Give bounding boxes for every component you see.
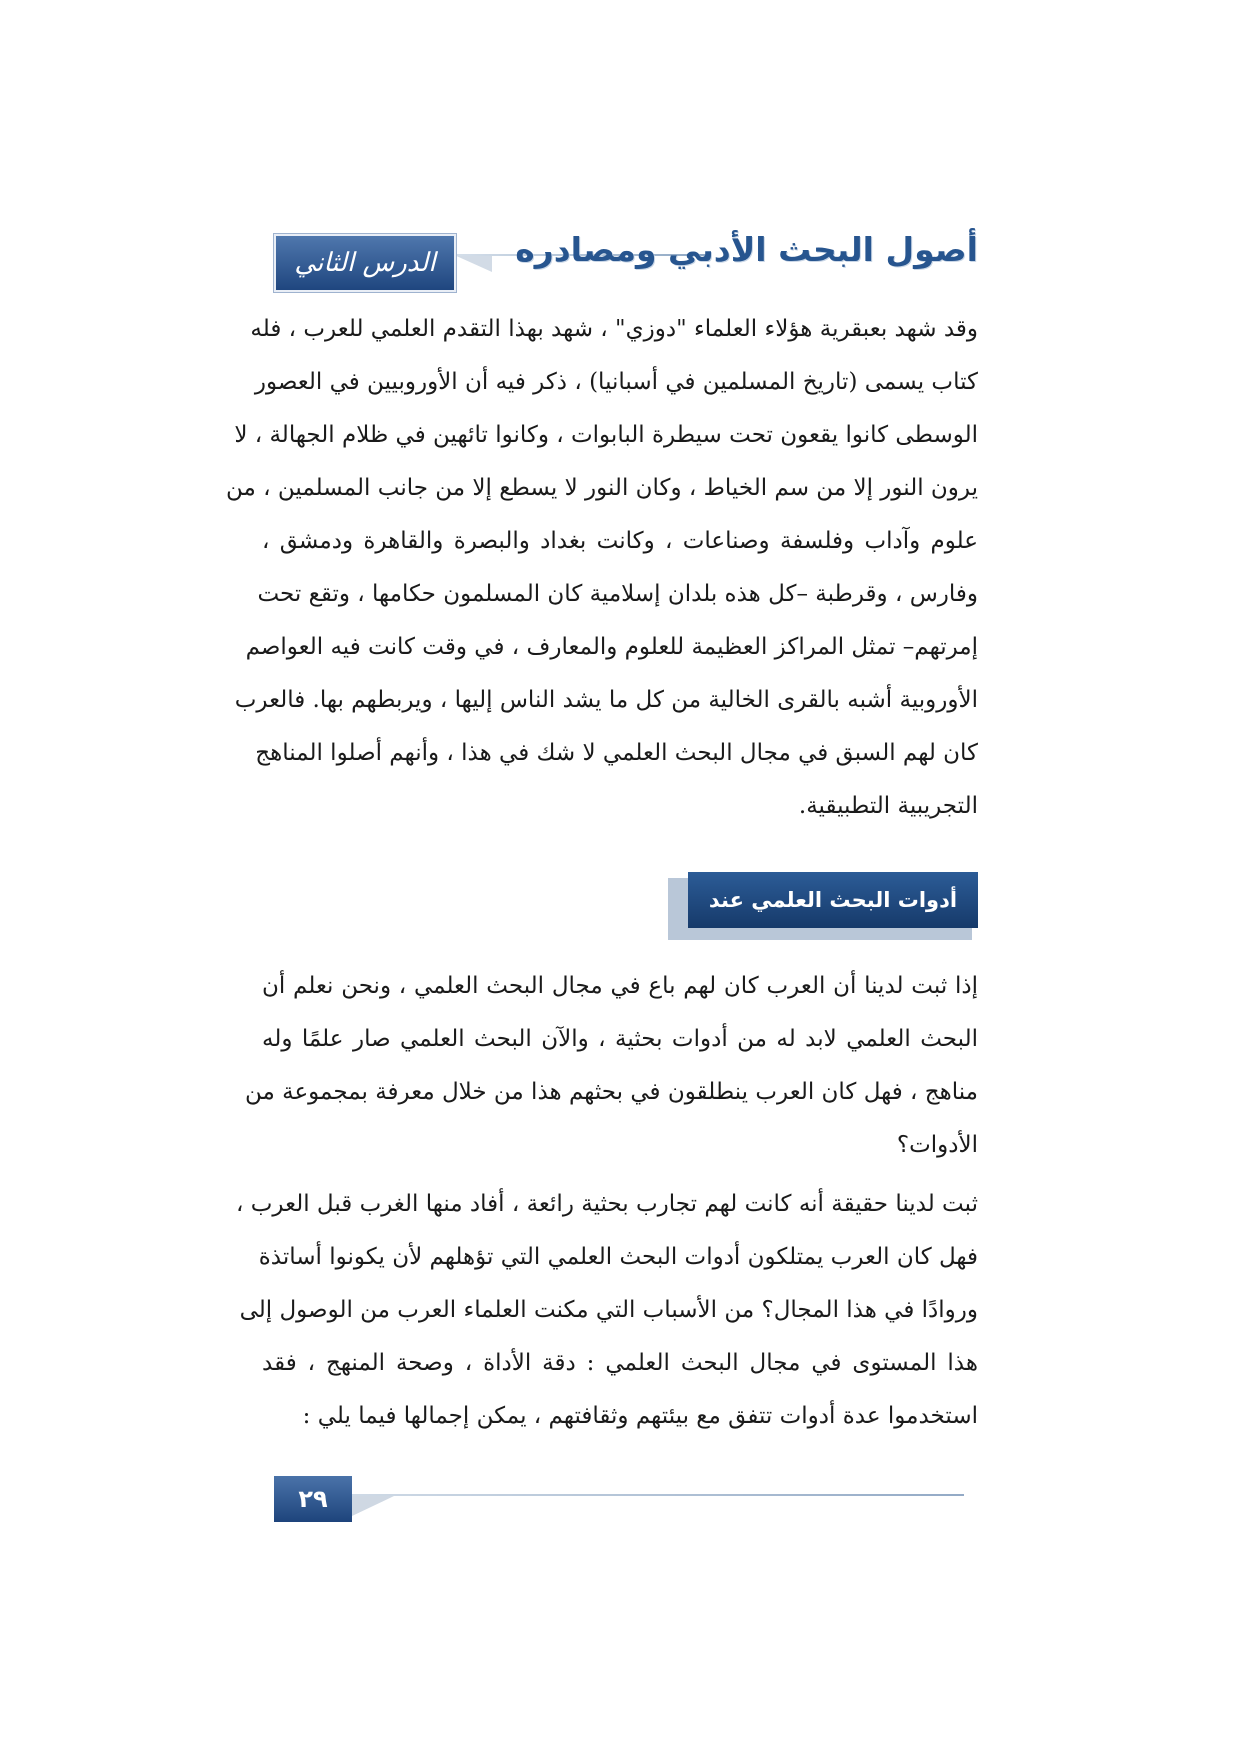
footer-rule bbox=[352, 1494, 964, 1496]
text-line: وروادًا في هذا المجال؟ من الأسباب التي مكنت العلماء العرب من الوصول إلى bbox=[239, 1297, 978, 1323]
paragraph-2 bbox=[244, 960, 978, 1172]
text-line: إمرتهم– تمثل المراكز العظيمة للعلوم والمعارف ، في وقت كانت فيه العواصم bbox=[245, 634, 978, 660]
text-line: التجريبية التطبيقية. bbox=[798, 793, 978, 819]
text-line: وفارس ، وقرطبة –كل هذه بلدان إسلامية كان المسلمون حكامها ، وتقع تحت bbox=[257, 581, 978, 607]
book-title: أصول البحث الأدبي ومصادره bbox=[515, 230, 978, 269]
lesson-badge: الدرس الثاني bbox=[274, 234, 456, 292]
text-line: هذا المستوى في مجال البحث العلمي : دقة الأداة ، وصحة المنهج ، فقد bbox=[262, 1350, 978, 1376]
text-line: الأوروبية أشبه بالقرى الخالية من كل ما يشد الناس إليها ، ويربطهم بها. فالعرب bbox=[234, 687, 978, 713]
page-number: ٢٩ bbox=[274, 1476, 352, 1522]
text-line: البحث العلمي لابد له من أدوات بحثية ، والآن البحث العلمي صار علمًا وله bbox=[262, 1026, 978, 1052]
paragraph-3 bbox=[236, 1178, 978, 1443]
text-line: إذا ثبت لدينا أن العرب كان لهم باع في مجال البحث العلمي ، ونحن نعلم أن bbox=[262, 973, 978, 999]
text-line: الأدوات؟ bbox=[896, 1132, 978, 1158]
section-heading: أدوات البحث العلمي عند العرب bbox=[688, 872, 978, 928]
text-line: كتاب يسمى (تاريخ المسلمين في أسبانيا) ، ذكر فيه أن الأوروبيين في العصور bbox=[254, 369, 978, 395]
footer-decoration bbox=[352, 1496, 394, 1516]
text-line: مناهج ، فهل كان العرب ينطلقون في بحثهم هذا من خلال معرفة بمجموعة من bbox=[244, 1079, 978, 1105]
text-line: فهل كان العرب يمتلكون أدوات البحث العلمي التي تؤهلهم لأن يكونوا أساتذة bbox=[258, 1244, 978, 1270]
text-line: ثبت لدينا حقيقة أنه كانت لهم تجارب بحثية رائعة ، أفاد منها الغرب قبل العرب ، bbox=[236, 1191, 978, 1217]
text-line: يرون النور إلا من سم الخياط ، وكان النور لا يسطع إلا من جانب المسلمين ، من bbox=[226, 475, 978, 501]
paragraph-1 bbox=[226, 303, 978, 833]
text-line: علوم وآداب وفلسفة وصناعات ، وكانت بغداد والبصرة والقاهرة ودمشق ، bbox=[262, 528, 978, 554]
text-line: الوسطى كانوا يقعون تحت سيطرة البابوات ، وكانوا تائهين في ظلام الجهالة ، لا bbox=[234, 422, 978, 448]
header-decoration bbox=[452, 254, 492, 272]
text-line: كان لهم السبق في مجال البحث العلمي لا شك في هذا ، وأنهم أصلوا المناهج bbox=[255, 740, 978, 766]
text-line: وقد شهد بعبقرية هؤلاء العلماء "دوزي" ، شهد بهذا التقدم العلمي للعرب ، فله bbox=[250, 316, 978, 342]
text-line: استخدموا عدة أدوات تتفق مع بيئتهم وثقافتهم ، يمكن إجمالها فيما يلي : bbox=[302, 1403, 978, 1429]
